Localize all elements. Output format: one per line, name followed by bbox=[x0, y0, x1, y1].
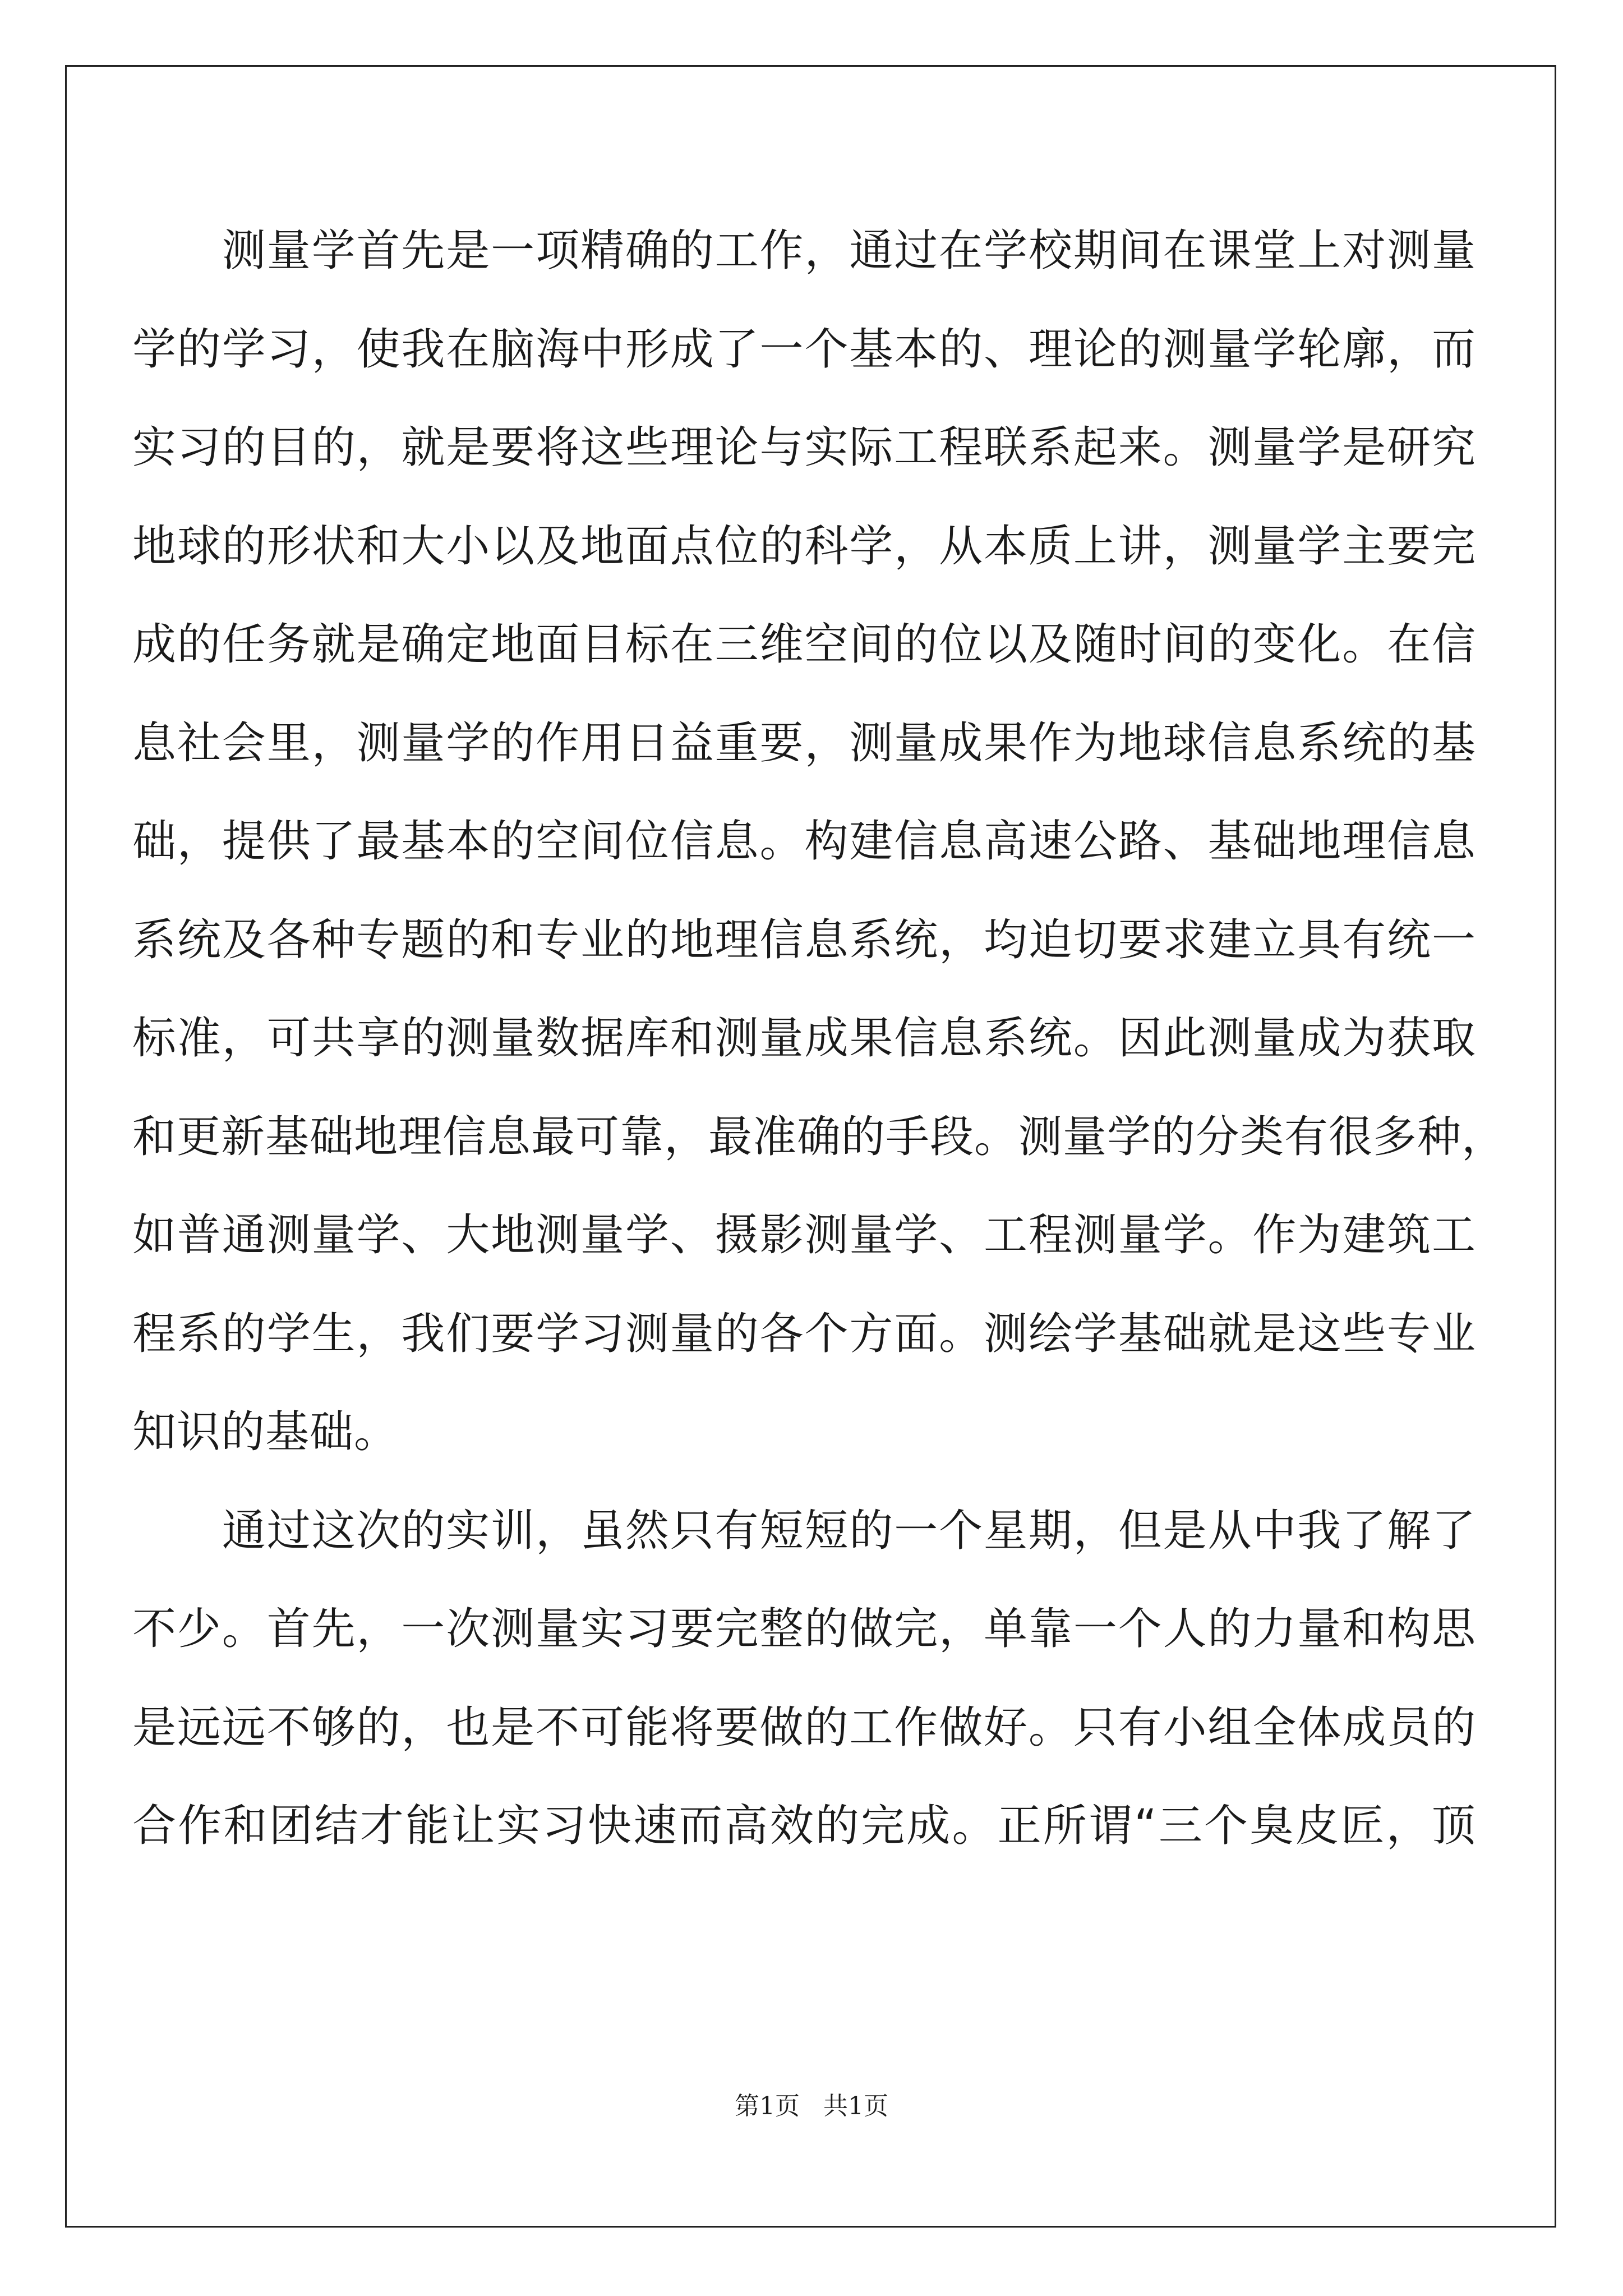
paragraph-1 bbox=[132, 202, 1506, 1482]
text-line: 系统及各种专题的和专业的地理信息系统，均迫切要求建立具有统一 bbox=[132, 914, 1476, 965]
text-line: 测量学首先是一项精确的工作，通过在学校期间在课堂上对测量 bbox=[132, 226, 1476, 276]
document-body bbox=[132, 202, 1506, 1876]
text-line: 息社会里，测量学的作用日益重要，测量成果作为地球信息系统的基 bbox=[132, 717, 1476, 769]
page-number-total: 共1页 bbox=[823, 2092, 888, 2120]
text-line: 成的任务就是确定地面目标在三维空间的位以及随时间的变化。在信 bbox=[132, 619, 1476, 670]
text-line: 如普通测量学、大地测量学、摄影测量学、工程测量学。作为建筑工 bbox=[132, 1210, 1476, 1260]
text-line: 程系的学生，我们要学习测量的各个方面。测绘学基础就是这些专业 bbox=[132, 1308, 1476, 1359]
text-line: 地球的形状和大小以及地面点位的科学，从本质上讲，测量学主要完 bbox=[132, 521, 1476, 572]
text-line: 实习的目的，就是要将这些理论与实际工程联系起来。测量学是研究 bbox=[132, 422, 1476, 473]
text-line: 知识的基础。 bbox=[132, 1407, 399, 1457]
text-line: 不少。首先，一次测量实习要完整的做完，单靠一个人的力量和构思 bbox=[132, 1604, 1476, 1654]
text-line: 础，提供了最基本的空间位信息。构建信息高速公路、基础地理信息 bbox=[132, 816, 1476, 867]
text-line: 合作和团结才能让实习快速而高效的完成。正所谓“三个臭皮匠，顶 bbox=[132, 1801, 1476, 1851]
text-line: 标准，可共享的测量数据库和测量成果信息系统。因此测量成为获取 bbox=[132, 1013, 1476, 1064]
paragraph-2 bbox=[132, 1482, 1476, 1876]
page-number-current: 第1页 bbox=[735, 2092, 800, 2120]
text-line: 通过这次的实训，虽然只有短短的一个星期，但是从中我了解了 bbox=[132, 1505, 1476, 1556]
text-line: 学的学习，使我在脑海中形成了一个基本的、理论的测量学轮廓，而 bbox=[132, 324, 1476, 375]
text-line: 是远远不够的，也是不可能将要做的工作做好。只有小组全体成员的 bbox=[132, 1702, 1476, 1753]
text-line: 和更新基础地理信息最可靠，最准确的手段。测量学的分类有很多种， bbox=[132, 1111, 1506, 1162]
page-footer bbox=[0, 2086, 1623, 2122]
